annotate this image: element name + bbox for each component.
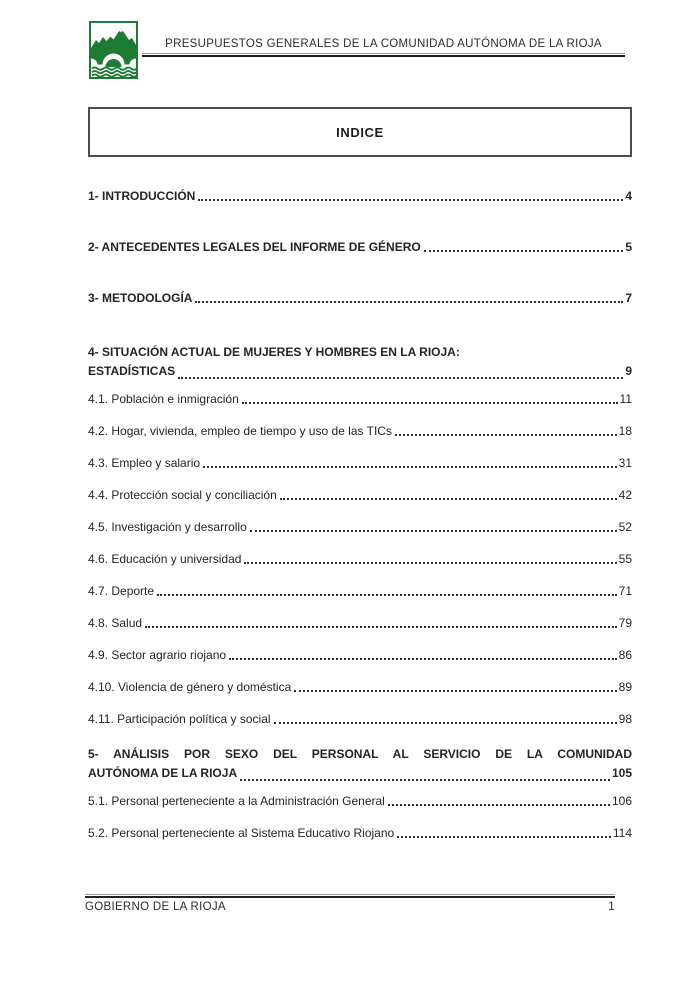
toc-entry-label: 4.5. Investigación y desarrollo <box>88 520 247 534</box>
dot-leader <box>244 562 616 564</box>
toc-entry-label: 4.1. Población e inmigración <box>88 392 239 406</box>
dot-leader <box>397 836 611 838</box>
toc-entry <box>88 425 632 438</box>
toc-entry <box>88 190 632 203</box>
toc-entry-label: 3- METODOLOGÍA <box>88 291 193 305</box>
toc-entry-label: 2- ANTECEDENTES LEGALES DEL INFORME DE GÉNERO <box>88 240 421 254</box>
toc-entry-label: 4.11. Participación política y social <box>88 712 271 726</box>
toc-entry-label: 4.9. Sector agrario riojano <box>88 648 227 662</box>
toc-entry-page: 86 <box>618 648 632 662</box>
dot-leader <box>395 434 617 436</box>
toc-entry-page: 18 <box>618 424 632 438</box>
toc-entry <box>88 343 632 381</box>
toc-entry <box>88 241 632 254</box>
dot-leader <box>198 199 623 201</box>
toc-entry <box>88 553 632 566</box>
toc-entry <box>88 713 632 726</box>
toc-entry <box>88 681 632 694</box>
dot-leader <box>388 804 610 806</box>
toc-title-box <box>88 107 632 157</box>
toc-entry-label: 4.4. Protección social y conciliación <box>88 488 277 502</box>
toc-entry-label-line2: ESTADÍSTICAS <box>88 364 176 378</box>
toc-entry-page: 98 <box>618 712 632 726</box>
dot-leader <box>280 498 617 500</box>
toc-entry-page: 106 <box>611 794 632 808</box>
toc-entry <box>88 521 632 534</box>
toc-entry <box>88 585 632 598</box>
dot-leader <box>242 402 618 404</box>
dot-leader <box>145 626 617 628</box>
toc-entry-label-line1: 4- SITUACIÓN ACTUAL DE MUJERES Y HOMBRES EN LA RIOJA: <box>88 345 460 359</box>
toc-entry-label: 4.8. Salud <box>88 616 143 630</box>
dot-leader <box>424 250 624 252</box>
toc-entry-label: 4.10. Violencia de género y doméstica <box>88 680 292 694</box>
header-title-area <box>142 21 625 79</box>
page-footer <box>85 894 615 913</box>
dot-leader <box>178 377 623 379</box>
toc-entry <box>88 649 632 662</box>
toc-entry-page: 5 <box>625 240 632 254</box>
dot-leader <box>229 658 617 660</box>
toc-entry <box>88 489 632 502</box>
toc-entry <box>88 457 632 470</box>
dot-leader <box>294 690 616 692</box>
toc-entry <box>88 292 632 305</box>
toc-entry-label: 5.1. Personal perteneciente a la Administración General <box>88 794 385 808</box>
toc-entry <box>88 617 632 630</box>
page-number: 1 <box>608 901 615 913</box>
dot-leader <box>157 594 617 596</box>
toc-entry-page: 71 <box>618 584 632 598</box>
toc-entry-label-line2: AUTÓNOMA DE LA RIOJA <box>88 766 238 780</box>
toc-entry-page: 42 <box>618 488 632 502</box>
dot-leader <box>274 722 617 724</box>
toc-entry-label: 4.3. Empleo y salario <box>88 456 201 470</box>
footer-rule <box>85 894 615 898</box>
header-title: PRESUPUESTOS GENERALES DE LA COMUNIDAD AUTÓNOMA DE LA RIOJA <box>165 38 602 50</box>
toc-entry-page: 11 <box>619 392 632 406</box>
toc-entry-label: 4.7. Deporte <box>88 584 155 598</box>
toc-entry <box>88 795 632 808</box>
toc-entry-page: 9 <box>625 364 632 378</box>
toc-entry-label: 5.2. Personal perteneciente al Sistema Educativo Riojano <box>88 826 395 840</box>
toc-entry-label: 1- INTRODUCCIÓN <box>88 189 196 203</box>
toc-entry <box>88 827 632 840</box>
toc-list <box>88 190 632 859</box>
toc-entry-page: 89 <box>618 680 632 694</box>
toc-entry-label: 4.2. Hogar, vivienda, empleo de tiempo y uso de las TICs <box>88 424 392 438</box>
dot-leader <box>203 466 617 468</box>
dot-leader <box>250 530 617 532</box>
toc-entry-page: 52 <box>618 520 632 534</box>
toc-entry-page: 4 <box>625 189 632 203</box>
toc-entry <box>88 745 632 783</box>
footer-left-text: GOBIERNO DE LA RIOJA <box>85 901 226 913</box>
toc-entry-label-line1: 5- ANÁLISIS POR SEXO DEL PERSONAL AL SERVICIO DE LA COMUNIDAD <box>88 747 632 761</box>
dot-leader <box>240 779 610 781</box>
toc-entry-page: 105 <box>611 766 632 780</box>
toc-title: INDICE <box>336 124 384 140</box>
dot-leader <box>195 301 623 303</box>
toc-entry-page: 79 <box>618 616 632 630</box>
gobierno-la-rioja-emblem-icon <box>89 21 138 79</box>
toc-entry <box>88 393 632 406</box>
toc-entry-page: 31 <box>618 456 632 470</box>
page-header <box>89 21 625 79</box>
header-rule <box>142 53 625 57</box>
toc-entry-label: 4.6. Educación y universidad <box>88 552 242 566</box>
toc-entry-page: 114 <box>612 826 632 840</box>
toc-entry-page: 7 <box>625 291 632 305</box>
toc-entry-page: 55 <box>618 552 632 566</box>
